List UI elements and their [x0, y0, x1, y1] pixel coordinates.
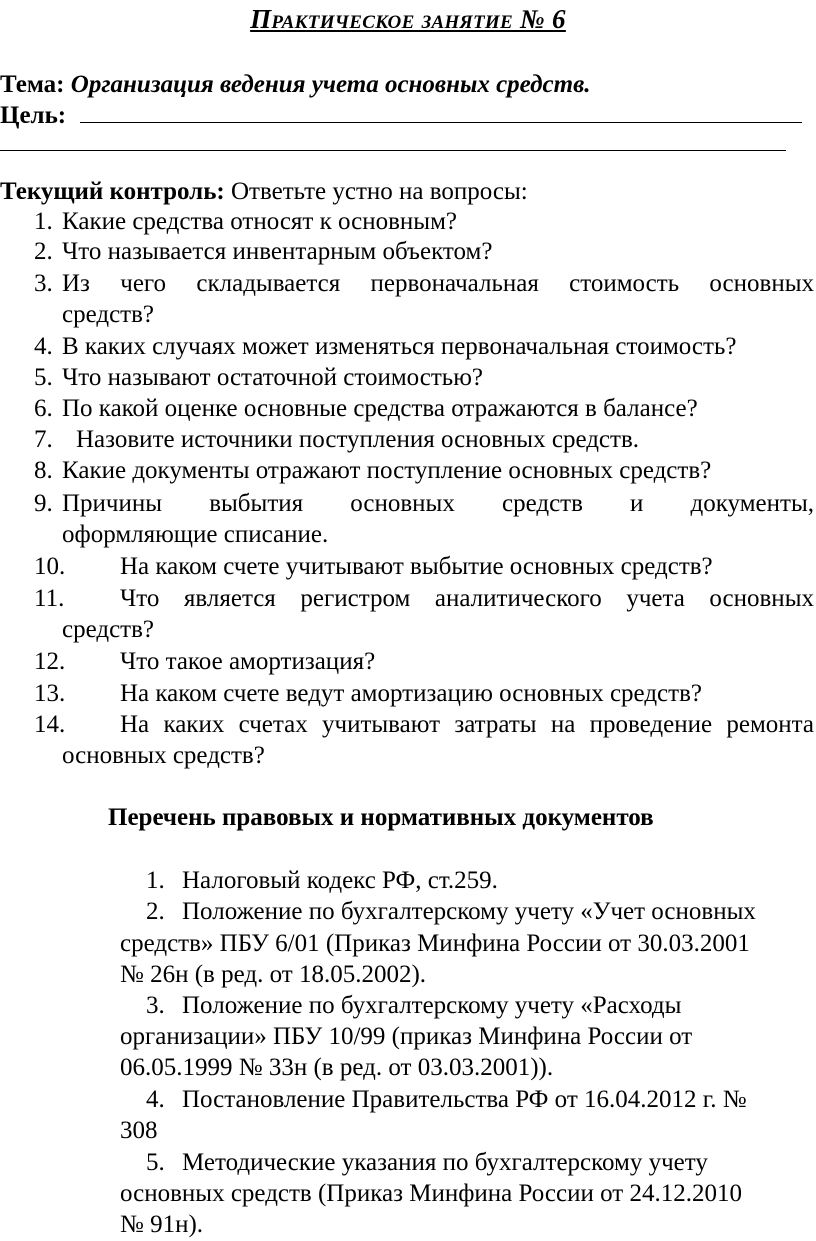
item-number: 2.: [146, 898, 165, 925]
item-text-continued: организации» ПБУ 10/99 (приказ Минфина России от: [120, 1023, 693, 1050]
goal-line: [0, 101, 66, 131]
item-text: На каком счете учитывают выбытие основных средств?: [120, 553, 713, 580]
topic-value: Организация ведения учета основных средств.: [70, 71, 591, 98]
item-text-continued: 06.05.1999 № 33н (в ред. от 03.03.2001)).: [120, 1054, 554, 1081]
item-number: 12.: [34, 648, 66, 675]
item-number: 3.: [146, 992, 165, 1019]
item-text: Постановление Правительства РФ от 16.04.2012 г. №: [182, 1086, 747, 1113]
item-text: На каких счетах учитывают затраты на проведение ремонта: [120, 711, 814, 738]
goal-label: Цель:: [0, 102, 67, 129]
item-number: 11.: [34, 585, 65, 612]
item-text: Причины выбытия основных средств и документы,: [62, 490, 814, 517]
item-text: Из чего складывается первоначальная стоимость основных: [62, 270, 814, 297]
control-line: [0, 177, 528, 207]
item-text: Что называется инвентарным объектом?: [62, 238, 493, 265]
item-text-continued: оформляющие списание.: [62, 521, 329, 548]
item-text: Что такое амортизация?: [120, 648, 376, 675]
item-number: 8.: [34, 457, 53, 484]
item-number: 3.: [34, 270, 53, 297]
item-text: По какой оценке основные средства отражаются в балансе?: [62, 395, 698, 422]
item-text: В каких случаях может изменяться первоначальная стоимость?: [62, 333, 737, 360]
list-item: [34, 207, 53, 237]
item-number: 13.: [34, 680, 66, 707]
control-instruction: Ответьте устно на вопросы:: [231, 178, 528, 205]
item-text-continued: основных средств (Приказ Минфина России от 24.12.2010: [120, 1180, 742, 1207]
item-number: 4.: [146, 1086, 165, 1113]
docs-heading: Перечень правовых и нормативных документов: [108, 804, 654, 831]
item-text-continued: основных средств?: [62, 742, 265, 769]
item-number: 14.: [34, 711, 66, 738]
item-text-continued: № 91н).: [120, 1211, 204, 1238]
item-text-continued: 308: [120, 1117, 158, 1144]
item-number: 10.: [34, 553, 66, 580]
control-label: Текущий контроль:: [0, 178, 225, 205]
item-number: 9.: [34, 490, 53, 517]
page-title: Практическое занятие № 6: [250, 4, 566, 34]
goal-blank-line-1: [80, 122, 802, 123]
item-number: 1.: [146, 867, 165, 894]
item-text: Налоговый кодекс РФ, ст.259.: [182, 867, 498, 894]
item-number: 2.: [34, 238, 53, 265]
item-number: 1.: [34, 208, 53, 235]
item-text-continued: № 26н (в ред. от 18.05.2002).: [120, 961, 427, 988]
item-text: На каком счете ведут амортизацию основных средств?: [120, 680, 702, 707]
item-number: 5.: [34, 364, 53, 391]
item-text-continued: средств» ПБУ 6/01 (Приказ Минфина России от 30.03.2001: [120, 930, 750, 957]
item-number: 5.: [146, 1149, 165, 1176]
topic-label: Тема:: [0, 71, 65, 98]
item-text: Назовите источники поступления основных средств.: [76, 426, 640, 453]
goal-blank-line-2: [0, 150, 786, 151]
item-text: Какие документы отражают поступление основных средств?: [62, 457, 712, 484]
item-text: Что называют остаточной стоимостью?: [62, 364, 483, 391]
item-text: Какие средства относят к основным?: [62, 208, 457, 235]
item-number: 4.: [34, 333, 53, 360]
item-text: Положение по бухгалтерскому учету «Расходы: [182, 992, 682, 1019]
item-text: Что является регистром аналитического учета основных: [120, 585, 814, 612]
item-text: Положение по бухгалтерскому учету «Учет основных: [182, 898, 756, 925]
item-text-continued: средств?: [62, 616, 155, 643]
item-number: 6.: [34, 395, 53, 422]
item-text-continued: средств?: [62, 301, 155, 328]
item-text: Методические указания по бухгалтерскому учету: [182, 1149, 708, 1176]
topic-line: [0, 70, 591, 100]
item-number: 7.: [34, 426, 53, 453]
